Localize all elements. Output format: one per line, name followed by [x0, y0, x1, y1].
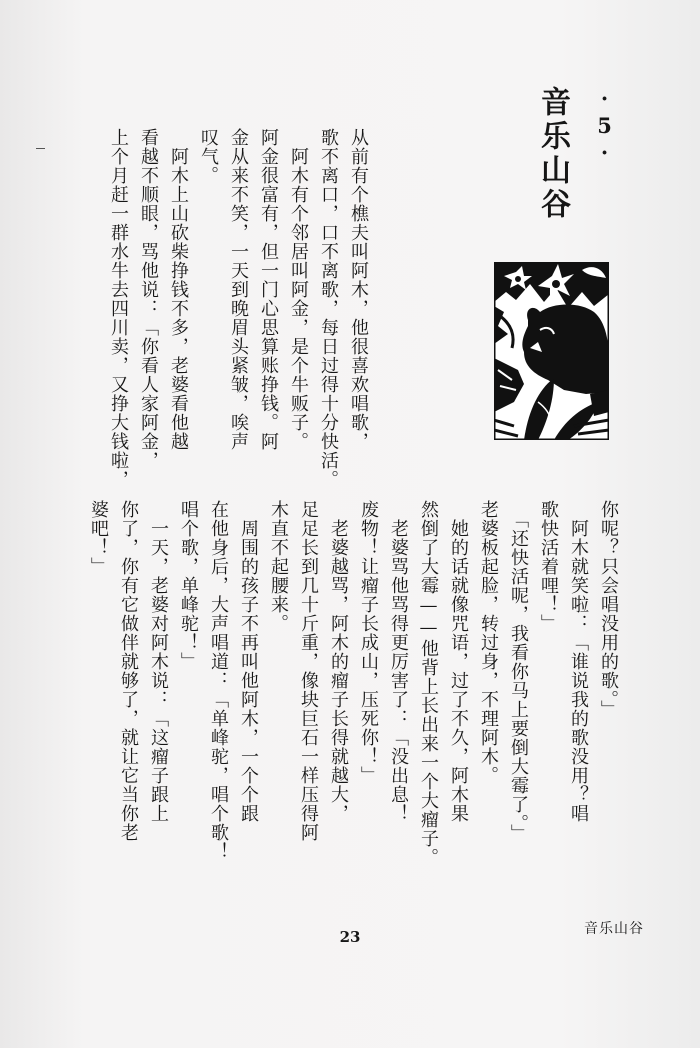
margin-mark: [36, 148, 45, 149]
text-column: 歌不离口，口不离歌，每日过得十分快活。: [318, 128, 339, 489]
text-column: 废物！让瘤子长成山，压死你！」: [358, 500, 379, 785]
text-column: 歌快活着哩！」: [538, 500, 559, 633]
text-column: 老婆骂他骂得更厉害了：「没出息！: [388, 500, 409, 823]
text-column: 你了，你有它做伴就够了，就让它当你老: [118, 500, 139, 842]
text-column: 看越不顺眼，骂他说：「你看人家阿金，: [138, 128, 159, 470]
text-column: 婆吧！」: [88, 500, 109, 576]
text-column: 足足长到几十斤重，像块巨石一样压得阿: [298, 500, 319, 842]
text-column: 周围的孩子不再叫他阿木，一个个跟: [238, 500, 259, 823]
text-column: 老婆越骂，阿木的瘤子长得就越大，: [328, 500, 349, 823]
text-column: 阿木就笑啦：「谁说我的歌没用？唱: [568, 500, 589, 823]
text-column: 老婆板起脸，转过身，不理阿木。: [478, 500, 499, 785]
running-header: 音乐山谷: [584, 921, 644, 937]
text-column: 你呢？只会唱没用的歌。」: [598, 500, 619, 719]
text-column: 阿木上山砍柴挣钱不多，老婆看他越: [168, 128, 189, 451]
text-column: 阿木有个邻居叫阿金，是个牛贩子。: [288, 128, 309, 451]
text-column: 金从来不笑，一天到晚眉头紧皱，唉声: [228, 128, 249, 451]
text-column: 一天，老婆对阿木说：「这瘤子跟上: [148, 500, 169, 823]
text-column: 唱个歌，单峰驼！」: [178, 500, 199, 671]
text-column: 阿金很富有，但一门心思算账挣钱。阿: [258, 128, 279, 451]
text-column: 然倒了大霉——他背上长出来一个大瘤子。: [418, 500, 439, 867]
page-number: 23: [339, 928, 361, 946]
text-column: 在他身后，大声唱道：「单峰驼，唱个歌！: [208, 500, 229, 861]
text-column: 上个月赶一群水牛去四川卖，又挣大钱啦，: [108, 128, 129, 489]
text-column: 叹气。: [198, 128, 219, 185]
text-column: 木直不起腰来。: [268, 500, 289, 633]
text-column: 她的话就像咒语，过了不久，阿木果: [448, 500, 469, 823]
chapter-title: 音乐山谷: [535, 86, 570, 222]
text-column: 「还快活呢，我看你马上要倒大霉了。」: [508, 500, 529, 843]
woodcut-illustration: [494, 262, 609, 440]
text-column: 从前有个樵夫叫阿木，他很喜欢唱歌，: [348, 128, 369, 451]
chapter-number: ·5·: [592, 86, 617, 167]
